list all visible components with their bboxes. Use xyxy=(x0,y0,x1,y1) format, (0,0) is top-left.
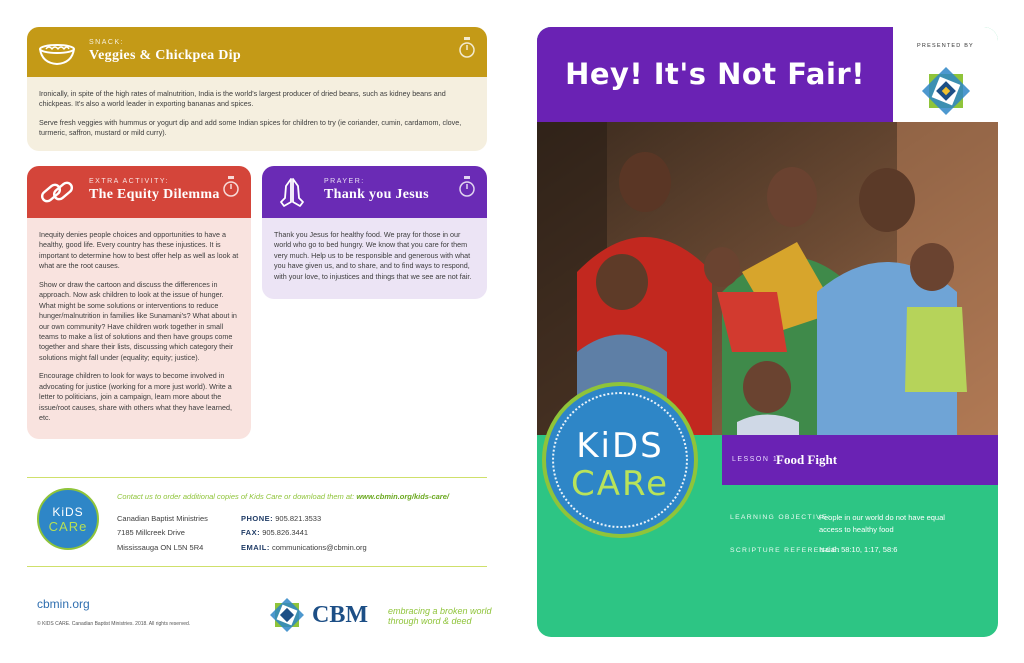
copyright-text: © KIDS CARE. Canadian Baptist Ministries. 2018. All rights reserved. xyxy=(37,621,191,627)
kids-care-logo xyxy=(37,488,99,550)
email-address[interactable]: communications@cbmin.org xyxy=(271,542,367,552)
fax-label: FAX: xyxy=(241,528,261,538)
extra-activity-body xyxy=(27,218,251,439)
divider xyxy=(27,477,487,478)
stopwatch-icon xyxy=(459,37,475,59)
snack-paragraph: Serve fresh veggies with hummus or yogurt dip and add some Indian spices for children to try (ie coriander, cumin, cardamom, clove, turmeric, saffron, mustard or mild curry). xyxy=(39,117,462,138)
kids-care-badge xyxy=(542,382,698,538)
extra-activity-card xyxy=(27,166,251,439)
badge-kids-text: KiDS xyxy=(576,426,664,466)
lesson-label: LESSON 1 xyxy=(732,456,779,463)
learning-objective xyxy=(730,512,831,521)
bowl-icon xyxy=(37,37,77,69)
scripture-text: Isaiah 58:10, 1:17, 58:6 xyxy=(819,545,898,554)
city-postal: Mississauga ON L5N 5R4 xyxy=(117,542,204,552)
logo-kids-text: KiDS xyxy=(52,505,84,519)
mailing-address xyxy=(117,512,208,555)
cover-title: Hey! It's Not Fair! xyxy=(565,57,865,91)
prayer-body xyxy=(262,218,487,299)
site-link[interactable]: cbmin.org xyxy=(37,597,90,611)
objective-line-1: People in our world do not have equal xyxy=(819,513,945,522)
stopwatch-icon xyxy=(223,176,239,198)
tagline-line-1: embracing a broken world xyxy=(388,606,492,616)
tagline-line-2: through word & deed xyxy=(388,616,472,627)
learning-objective-label: LEARNING OBJECTIVE: xyxy=(730,514,831,521)
snack-card xyxy=(27,27,487,151)
extra-activity-paragraph: Inequity denies people choices and opportunities to have a healthy, good life. Every country has these injustices. It is important to determine how to best offer help as well as look at what are the root causes. xyxy=(39,230,239,271)
logo-care-text: CARe xyxy=(48,519,88,534)
lesson-name: Food Fight xyxy=(776,452,838,467)
extra-activity-title: The Equity Dilemma xyxy=(89,187,220,202)
learning-objective-text xyxy=(819,512,945,536)
stopwatch-icon xyxy=(459,176,475,198)
prayer-header xyxy=(262,166,487,218)
contact-numbers xyxy=(241,512,367,555)
phone-number: 905.821.3533 xyxy=(275,514,322,523)
email-label: EMAIL: xyxy=(241,542,270,552)
praying-hands-icon xyxy=(272,176,312,208)
snack-header xyxy=(27,27,487,77)
scripture-label: SCRIPTURE REFERENCE: xyxy=(730,547,841,554)
chain-link-icon xyxy=(37,176,77,208)
snack-title: Veggies & Chickpea Dip xyxy=(89,48,241,63)
kids-care-link[interactable]: www.cbmin.org/kids-care/ xyxy=(356,492,449,501)
org-name: Canadian Baptist Ministries xyxy=(117,514,208,523)
extra-activity-paragraph: Encourage children to look for ways to become involved in advocating for justice (working for a more just world). Write a letter to politicians, join a campaign, learn more about the issue/root causes, share with others what they have learned, etc. xyxy=(39,371,232,422)
cbm-star-logo-icon xyxy=(270,598,304,632)
order-copies-text: Contact us to order additional copies of Kids Care or download them at: xyxy=(117,492,355,501)
objective-line-2: access to healthy food xyxy=(819,525,894,534)
snack-paragraph: Ironically, in spite of the high rates of malnutrition, India is the world's largest producer of dried beans, such as kidney beans and chickpeas. It's also a world leader in exporting bananas and spices. xyxy=(39,89,446,109)
street-address: 7185 Millcreek Drive xyxy=(117,528,185,538)
prayer-kicker: PRAYER: xyxy=(324,178,365,185)
prayer-title: Thank you Jesus xyxy=(324,187,429,202)
cover-header xyxy=(537,27,893,122)
extra-activity-header xyxy=(27,166,251,218)
cbm-star-logo-icon xyxy=(920,65,972,117)
prayer-paragraph: Thank you Jesus for healthy food. We pray for those in our world who go to bed hungry. We know that you care for them very much. Help us to be responsible and generous with what you have given us, and to share, and to find ways to respond, with your love, to injustices and things that we see are not fair. xyxy=(274,230,472,281)
fax-number: 905.826.3441 xyxy=(262,528,309,538)
cbm-wordmark: CBM xyxy=(312,602,368,628)
phone-label: PHONE: xyxy=(241,514,274,523)
prayer-card xyxy=(262,166,487,299)
presented-by-label: PRESENTED BY xyxy=(917,43,974,49)
snack-body xyxy=(27,77,487,151)
cover-page xyxy=(537,27,998,637)
extra-activity-kicker: EXTRA ACTIVITY: xyxy=(89,178,170,185)
snack-kicker: SNACK: xyxy=(89,39,125,46)
cbm-tagline xyxy=(388,606,492,627)
extra-activity-paragraph: Show or draw the cartoon and discuss the differences in approach. Now ask children to look at the issue of hunger. What might be some solutions or interventions to reduce hunger/malnutrition in families like Sunamani's? What about in our own community? Have children work together in small teams to make a list of solutions and then have groups come together and share their lists, discussing which category their solutions might fall under (equality; equity; justice). xyxy=(39,279,237,362)
order-copies-line xyxy=(117,492,449,501)
divider xyxy=(27,566,487,567)
lesson-bar xyxy=(722,435,998,485)
badge-care-text: CARe xyxy=(570,464,669,504)
